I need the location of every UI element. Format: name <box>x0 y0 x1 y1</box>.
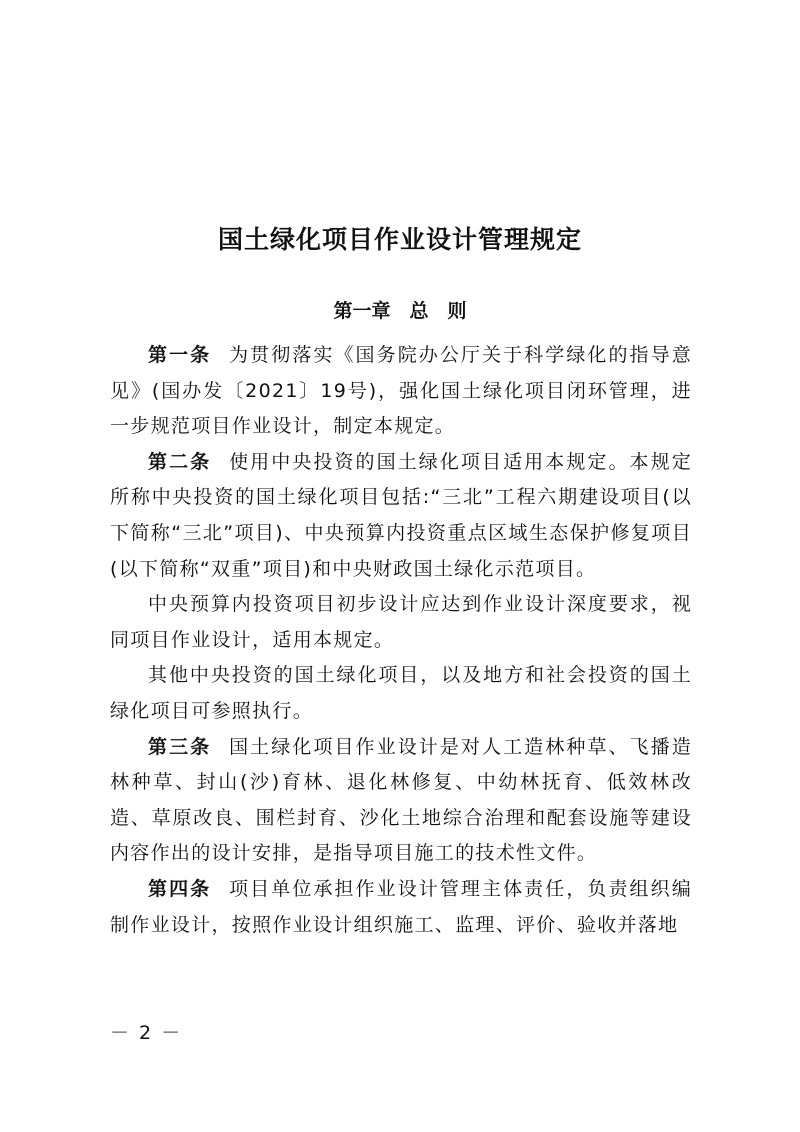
paragraph-article-4 <box>110 872 692 943</box>
paragraph-text: 使用中央投资的国土绿化项目适用本规定。本规定所称中央投资的国土绿化项目包括:“三北”工程六期建设项目(以下简称“三北”项目)、中央预算内投资重点区域生态保护修复项目(以下简称“双重”项目)和中央财政国土绿化示范项目。 <box>110 450 692 580</box>
paragraph-article-2 <box>110 445 692 587</box>
paragraph-article-1 <box>110 338 692 445</box>
paragraph-text: 项目单位承担作业设计管理主体责任，负责组织编制作业设计，按照作业设计组织施工、监理、评价、验收并落地 <box>110 877 692 936</box>
paragraph-article-2-continued-1 <box>110 587 692 658</box>
paragraph-text: 为贯彻落实《国务院办公厅关于科学绿化的指导意见》(国办发〔2021〕19号)，强化国土绿化项目闭环管理，进一步规范项目作业设计，制定本规定。 <box>110 344 692 438</box>
document-body <box>110 338 692 943</box>
paragraph-text: 其他中央投资的国土绿化项目，以及地方和社会投资的国土绿化项目可参照执行。 <box>110 664 692 722</box>
article-label: 第二条 <box>148 450 212 473</box>
paragraph-text: 中央预算内投资项目初步设计应达到作业设计深度要求，视同项目作业设计，适用本规定。 <box>110 593 692 651</box>
article-label: 第三条 <box>148 735 212 758</box>
article-label: 第四条 <box>148 877 212 900</box>
chapter-heading: 第一章 总 则 <box>333 300 467 322</box>
article-label: 第一条 <box>148 344 212 366</box>
paragraph-article-3 <box>110 730 692 872</box>
page-number: － 2 － <box>110 1022 183 1044</box>
paragraph-text: 国土绿化项目作业设计是对人工造林种草、飞播造林种草、封山(沙)育林、退化林修复、中幼林抚育、低效林改造、草原改良、围栏封育、沙化土地综合治理和配套设施等建设内容作出的设计安排，是指导项目施工的技术性文件。 <box>110 735 692 865</box>
paragraph-article-2-continued-2 <box>110 658 692 729</box>
document-title: 国土绿化项目作业设计管理规定 <box>217 225 582 254</box>
